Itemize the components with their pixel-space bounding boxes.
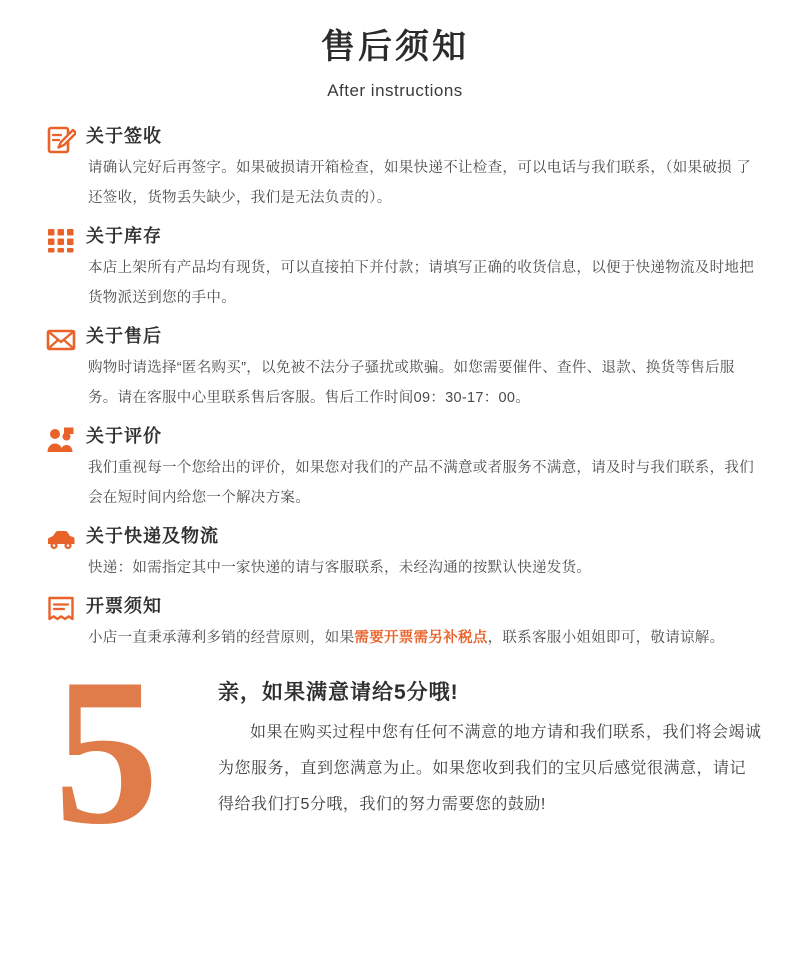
section-body: 本店上架所有产品均有现货，可以直接拍下并付款；请填写正确的收货信息，以便于快递物流及时地把货物派送到您的手中。 <box>88 259 754 306</box>
sign-receipt-icon <box>46 125 76 155</box>
section-reviews <box>28 423 762 513</box>
review-people-icon <box>46 425 76 455</box>
sections-list <box>28 123 762 653</box>
invoice-icon <box>46 595 76 625</box>
footer-title: 亲，如果满意请给5分哦! <box>218 680 459 704</box>
section-body: 购物时请选择“匿名购买”，以免被不法分子骚扰或欺骗。如您需要催件、查件、退款、换货等售后服务。请在客服中心里联系售后客服。售后工作时间09：30-17：00。 <box>88 359 735 406</box>
section-heading: 关于评价 <box>86 425 162 446</box>
section-signing <box>28 123 762 213</box>
section-body: 快递：如需指定其中一家快递的请与客服联系，未经沟通的按默认快递发货。 <box>88 559 592 576</box>
section-body: 我们重视每一个您给出的评价，如果您对我们的产品不满意或者服务不满意，请及时与我们联系，我们会在短时间内给您一个解决方案。 <box>88 459 754 506</box>
section-heading: 关于快递及物流 <box>86 525 219 546</box>
delivery-car-icon <box>46 525 76 555</box>
invoice-text-after: ，联系客服小姐姐即可，敬请谅解。 <box>487 629 725 646</box>
footer-body: 如果在购买过程中您有任何不满意的地方请和我们联系，我们将会竭诚为您服务，直到您满意为止。如果您收到我们的宝贝后感觉很满意，请记得给我们打5分哦，我们的努力需要您的鼓励! <box>218 723 762 813</box>
section-heading: 关于签收 <box>86 125 162 146</box>
section-heading: 开票须知 <box>86 595 162 616</box>
section-after-sale <box>28 323 762 413</box>
section-heading: 关于售后 <box>86 325 162 346</box>
page-title: 售后须知 <box>321 28 469 66</box>
section-body: 请确认完好后再签字。如果破损请开箱检查，如果快递不让检查，可以电话与我们联系，（如果破损 了还签收，货物丢失缺少，我们是无法负责的）。 <box>88 159 752 206</box>
page-header <box>28 0 762 101</box>
after-sale-mail-icon <box>46 325 76 355</box>
big-five-number: 5 <box>54 635 159 868</box>
section-inventory <box>28 223 762 313</box>
invoice-text-highlight: 需要开票需另补税点 <box>354 629 488 646</box>
section-delivery <box>28 523 762 583</box>
section-body <box>86 623 762 653</box>
section-heading: 关于库存 <box>86 225 162 246</box>
inventory-grid-icon <box>46 225 76 255</box>
page-subtitle: After instructions <box>327 80 463 100</box>
invoice-text-before: 小店一直秉承薄利多销的经营原则，如果 <box>88 629 355 646</box>
